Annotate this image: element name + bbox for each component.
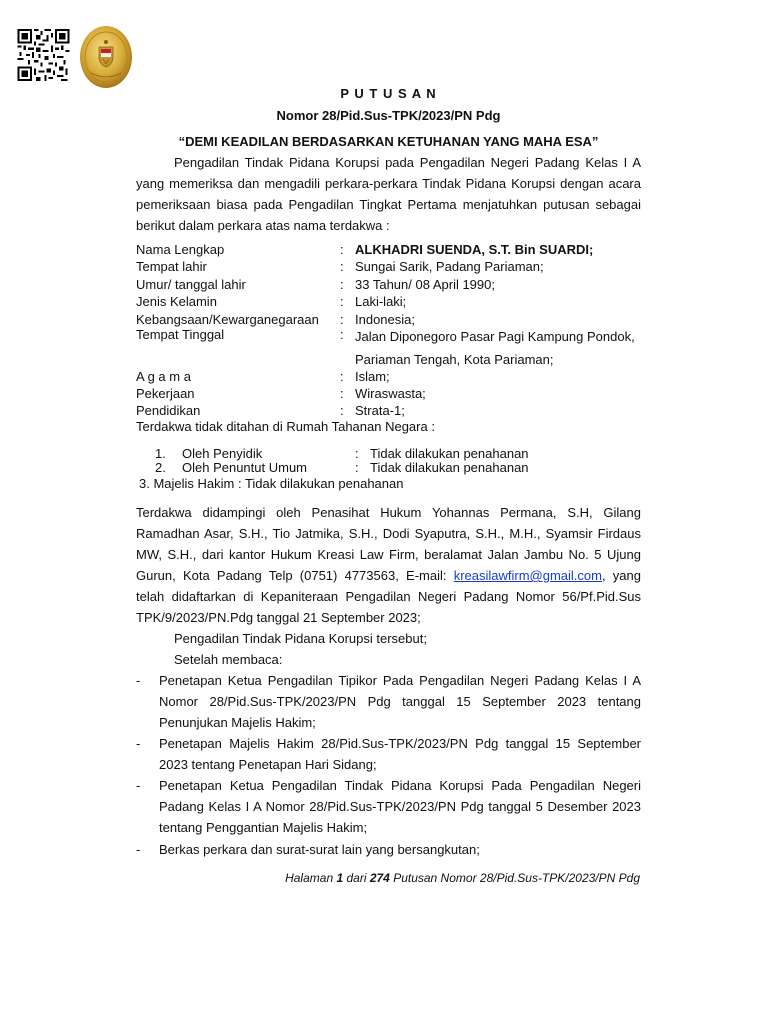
motto: “DEMI KEADILAN BERDASARKAN KETUHANAN YANG MAHA ESA” [178,134,599,149]
detention-value: Tidak dilakukan penahanan [370,446,529,461]
identity-value: Islam; [355,369,390,384]
detention-label: Oleh Penuntut Umum [182,460,308,475]
identity-colon: : [340,386,344,401]
identity-colon: : [340,327,344,342]
counsel-text-end: , yang telah didaftarkan di Kepaniteraan Pengadilan Negeri Padang Nomor 56/Pf.Pid.Sus TPK/9/2023/PN.Pdg tanggal 21 September 2023; [136,568,641,625]
identity-row [136,276,646,293]
dash-bullet: - [136,842,141,857]
intro-paragraph: Pengadilan Tindak Pidana Korupsi pada Pengadilan Negeri Padang Kelas I A yang memeriksa dan mengadili perkara-perkara Tindak Pidana Korupsi dengan acara pemeriksaan biasa pada Pengadilan Tingkat Pertama menjatuhkan putusan sebagai berikut dalam perkara atas nama terdakwa : [136,155,641,233]
identity-row [136,241,646,258]
footer-mid: dari [343,871,370,885]
identity-value: Laki-laki; [355,294,407,309]
identity-row [136,293,646,310]
identity-colon: : [340,369,344,384]
identity-colon: : [340,242,344,257]
identity-label: A g a m a [136,369,191,384]
document-title: P U T U S A N [340,86,437,101]
identity-label: Pendidikan [136,403,201,418]
list-item-text: Berkas perkara dan surat-surat lain yang bersangkutan; [159,842,480,857]
identity-value: Strata-1; [355,403,405,418]
detention-number: 2. [155,460,166,475]
dash-bullet: - [136,673,141,688]
email-link[interactable]: kreasilawfirm@gmail.com [453,568,602,583]
identity-value: Jalan Diponegoro Pasar Pagi Kampung Pondok, [355,329,635,344]
identity-row-continuation [136,351,646,368]
identity-label: Kebangsaan/Kewarganegaraan [136,312,319,327]
identity-row [136,368,646,385]
identity-label: Pekerjaan [136,386,195,401]
counsel-paragraph [136,502,641,628]
identity-row [136,258,646,275]
counsel-text: Terdakwa didampingi oleh Penasihat Hukum Yohannas Permana, S.H, Gilang Ramadhan Asar, S.H., Tio Jatmika, S.H., Dodi Syaputra, S.H., M.H., Syamsir Firdaus MW, S.H., dari kantor Hukum Kreasi Law Firm, beralamat Jalan Jambu No. 5 Ujung Gurun, Kota Padang Telp (0751) 4773563, E-mail: [136,505,641,583]
identity-label: Umur/ tanggal lahir [136,277,246,292]
identity-value: ALKHADRI SUENDA, S.T. Bin SUARDI; [355,242,594,257]
identity-value: 33 Tahun/ 08 April 1990; [355,277,495,292]
identity-row [136,402,646,419]
detention-intro: Terdakwa tidak ditahan di Rumah Tahanan Negara : [136,419,435,434]
dash-bullet: - [136,778,141,793]
identity-value: Sungai Sarik, Padang Pariaman; [355,259,544,274]
page-footer [136,871,640,885]
qr-code-icon [15,29,72,81]
detention-value: Tidak dilakukan penahanan [370,460,529,475]
footer-prefix: Halaman [285,871,337,885]
identity-row [136,385,646,402]
court-line: Pengadilan Tindak Pidana Korupsi tersebut; [174,631,427,646]
list-item-text: Penetapan Ketua Pengadilan Tipikor Pada Pengadilan Negeri Padang Kelas I A Nomor 28/Pid.Sus-TPK/2023/PN Pdg tanggal 15 September 2023 tentang Penunjukan Majelis Hakim; [159,673,641,730]
footer-suffix: Putusan Nomor 28/Pid.Sus-TPK/2023/PN Pdg [389,871,640,885]
list-item-text: Penetapan Ketua Pengadilan Tindak Pidana Korupsi Pada Pengadilan Negeri Padang Kelas I A Nomor 28/Pid.Sus-TPK/2023/PN Pdg tanggal 5 Desember 2023 tentang Penggantian Majelis Hakim; [159,778,641,835]
identity-colon: : [340,312,344,327]
detention-colon: : [355,460,359,475]
identity-colon: : [340,259,344,274]
identity-value: Indonesia; [355,312,415,327]
detention-label: Oleh Penyidik [182,446,263,461]
detention-colon: : [355,446,359,461]
footer-page-number: 1 [336,871,344,885]
list-item-text: Penetapan Majelis Hakim 28/Pid.Sus-TPK/2023/PN Pdg tanggal 15 September 2023 tentang Penetapan Hari Sidang; [159,736,641,772]
identity-colon: : [340,403,344,418]
after-reading: Setelah membaca: [174,652,283,667]
dash-bullet: - [136,736,141,751]
footer-total-pages: 274 [369,871,390,885]
identity-label: Jenis Kelamin [136,294,217,309]
identity-label: Tempat lahir [136,259,207,274]
court-emblem-icon [79,25,133,89]
detention-row-judges: 3. Majelis Hakim : Tidak dilakukan penahanan [139,476,404,491]
identity-label: Tempat Tinggal [136,327,225,342]
identity-colon: : [340,294,344,309]
decision-number: Nomor 28/Pid.Sus-TPK/2023/PN Pdg [276,108,501,123]
detention-number: 1. [155,446,166,461]
identity-colon: : [340,277,344,292]
identity-value: Pariaman Tengah, Kota Pariaman; [355,352,554,367]
identity-label: Nama Lengkap [136,242,225,257]
identity-row [136,326,646,343]
identity-value: Wiraswasta; [355,386,426,401]
